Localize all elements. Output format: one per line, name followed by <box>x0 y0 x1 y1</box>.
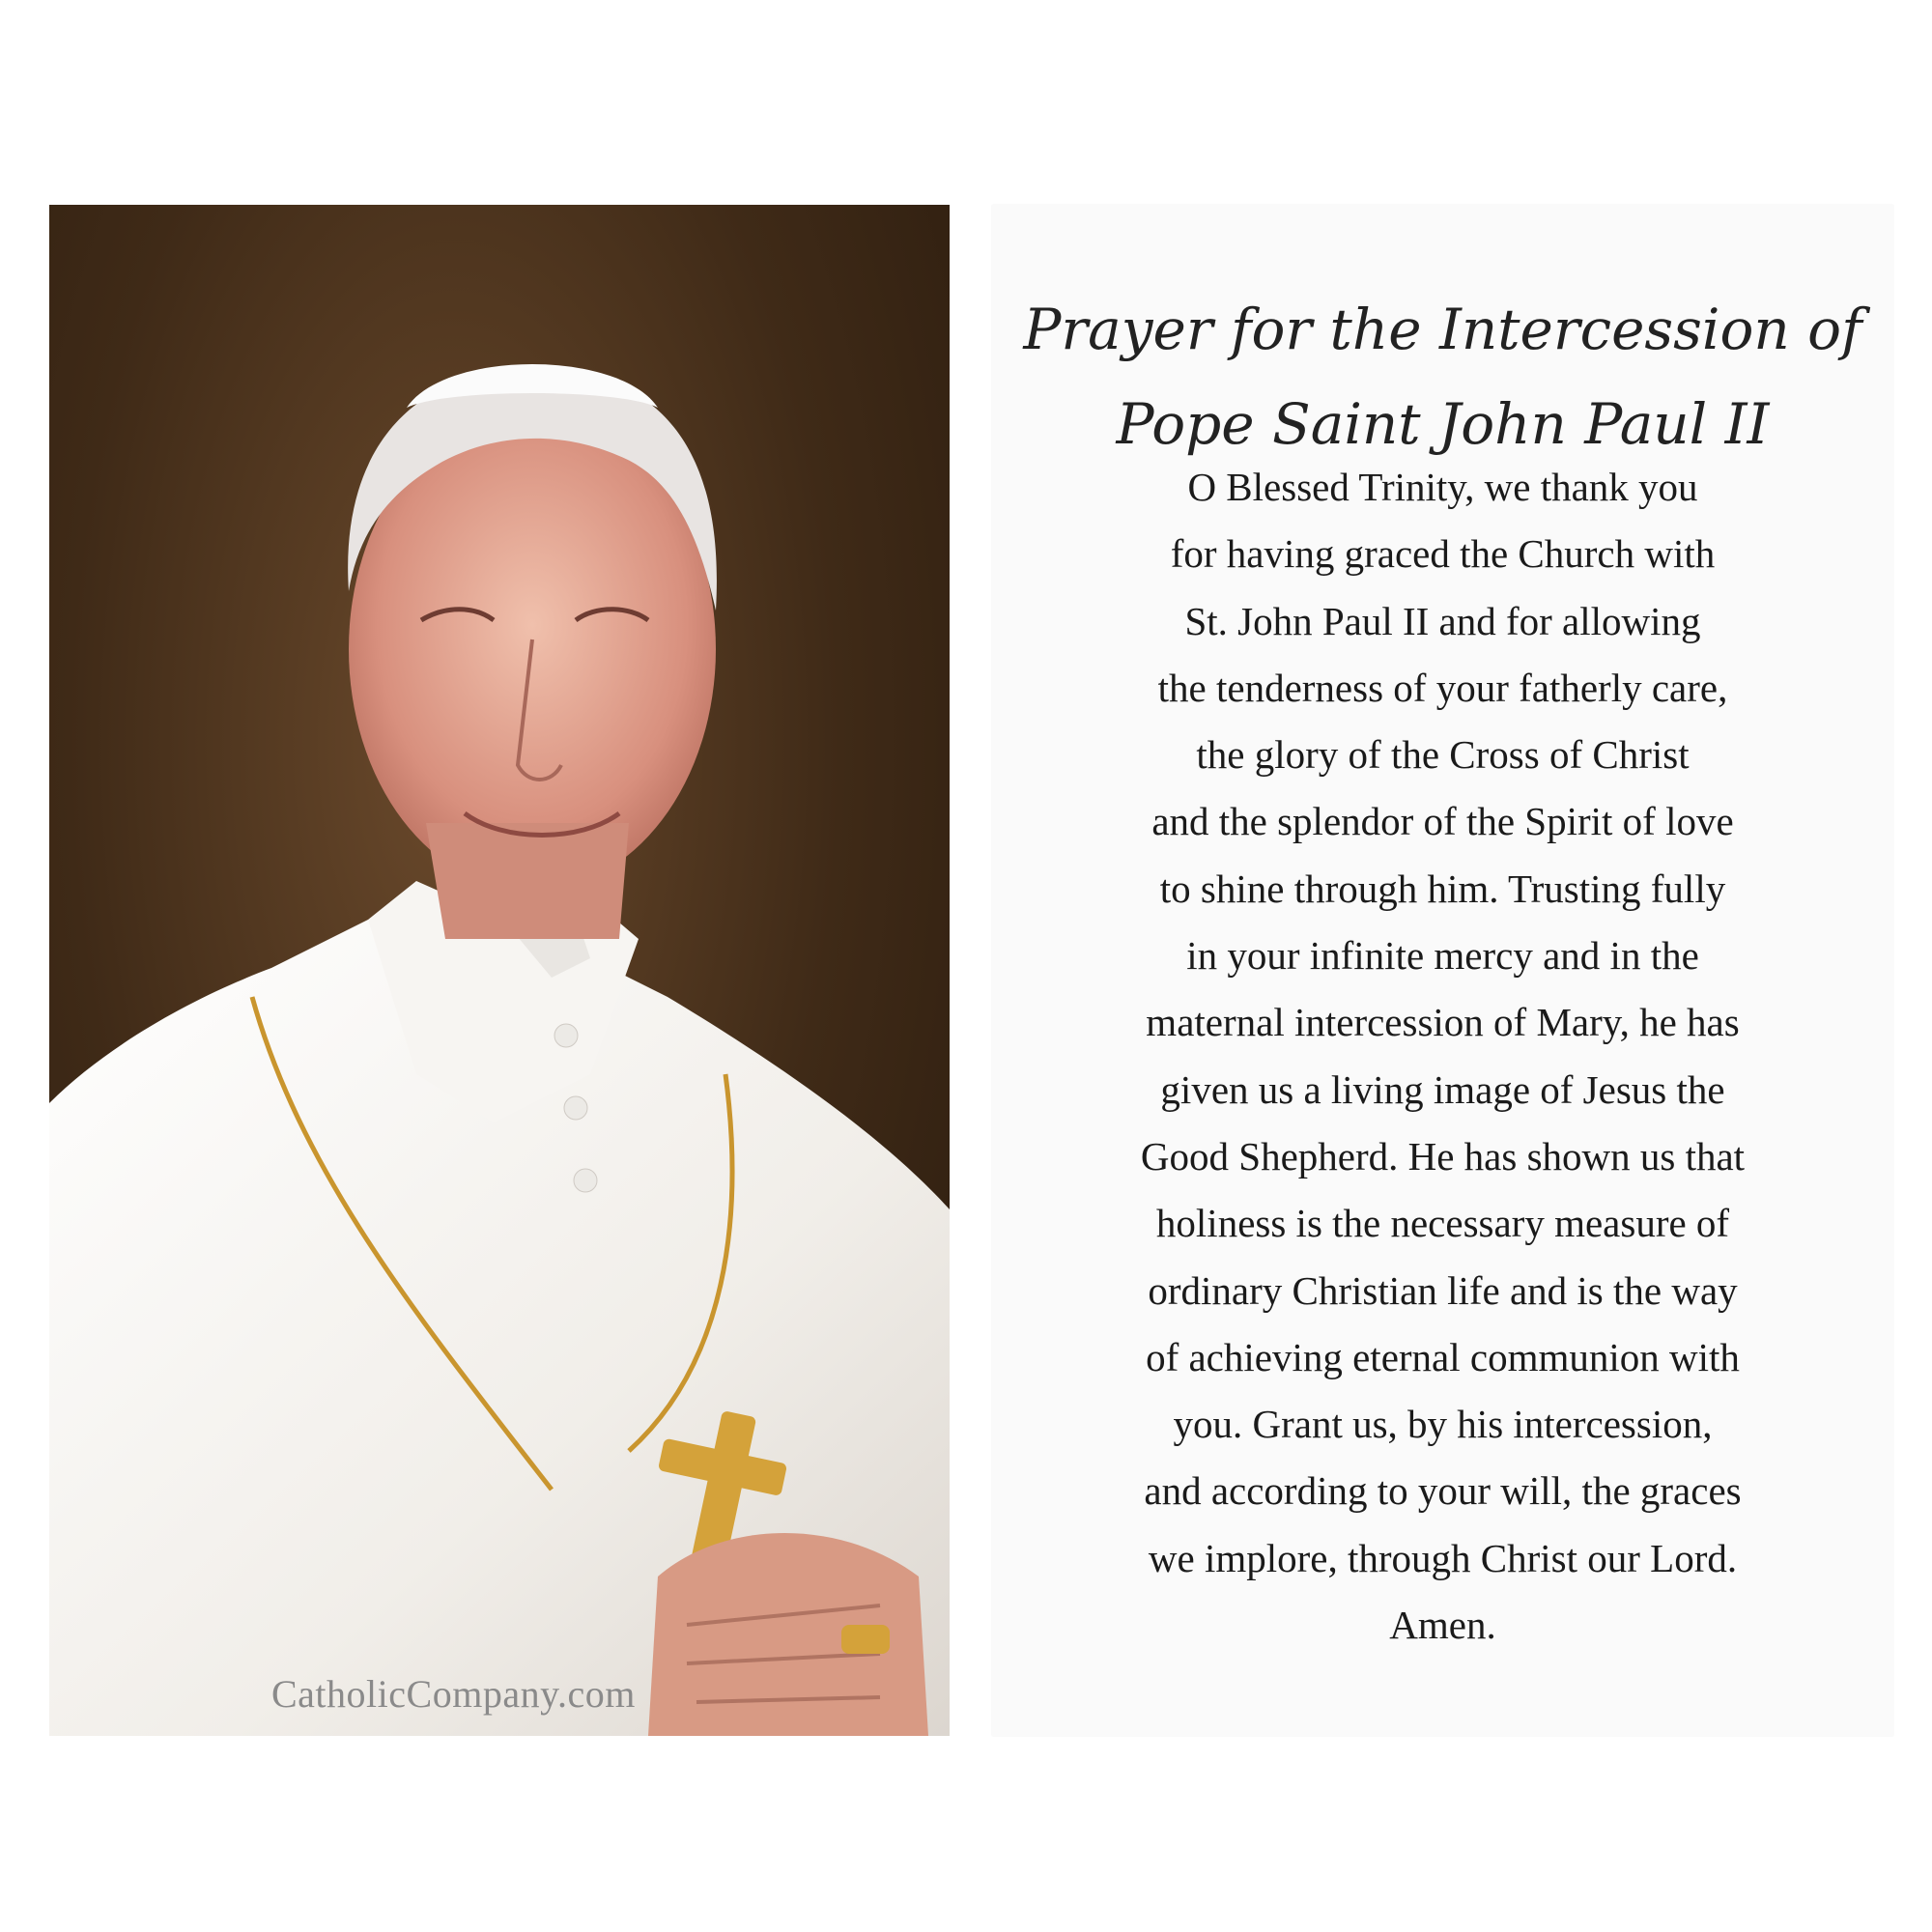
prayer-line: given us a living image of Jesus the <box>1160 1066 1725 1112</box>
prayer-line: ordinary Christian life and is the way <box>1148 1267 1738 1313</box>
cassock-button <box>554 1024 578 1047</box>
title-line: Prayer for the Intercession of <box>1023 297 1862 362</box>
prayer-line: holiness is the necessary measure of <box>1155 1201 1730 1246</box>
prayer-line: O Blessed Trinity, we thank you <box>1187 465 1698 509</box>
prayer-text <box>992 454 1893 1659</box>
prayer-card-front <box>49 205 950 1736</box>
prayer-line: Good Shepherd. He has shown us that <box>1140 1133 1746 1179</box>
prayer-line: you. Grant us, by his intercession, <box>1173 1402 1713 1447</box>
prayer-line: and according to your will, the graces <box>1144 1468 1742 1514</box>
prayer-line: the glory of the Cross of Christ <box>1196 732 1690 778</box>
prayer-line: for having graced the Church with <box>1170 531 1716 577</box>
prayer-line: and the splendor of the Spirit of love <box>1151 799 1734 844</box>
prayer-line: we implore, through Christ our Lord. <box>1148 1535 1738 1580</box>
prayer-card-back <box>992 205 1893 1736</box>
prayer-title <box>992 282 1893 471</box>
prayer-line: St. John Paul II and for allowing <box>1184 598 1701 643</box>
prayer-line: the tenderness of your fatherly care, <box>1157 665 1728 710</box>
prayer-line: Amen. <box>1389 1603 1496 1648</box>
prayer-line: maternal intercession of Mary, he has <box>1146 1000 1740 1045</box>
watermark-text: CatholicCompany.com <box>271 1672 636 1716</box>
prayer-line: in your infinite mercy and in the <box>1186 933 1699 979</box>
title-line: Pope Saint John Paul II <box>1116 391 1770 457</box>
cassock-button <box>564 1096 587 1120</box>
cassock-button <box>574 1169 597 1192</box>
prayer-line: of achieving eternal communion with <box>1146 1334 1740 1379</box>
papal-ring <box>841 1625 890 1654</box>
pope-portrait <box>49 205 950 1736</box>
prayer-line: to shine through him. Trusting fully <box>1159 866 1726 911</box>
